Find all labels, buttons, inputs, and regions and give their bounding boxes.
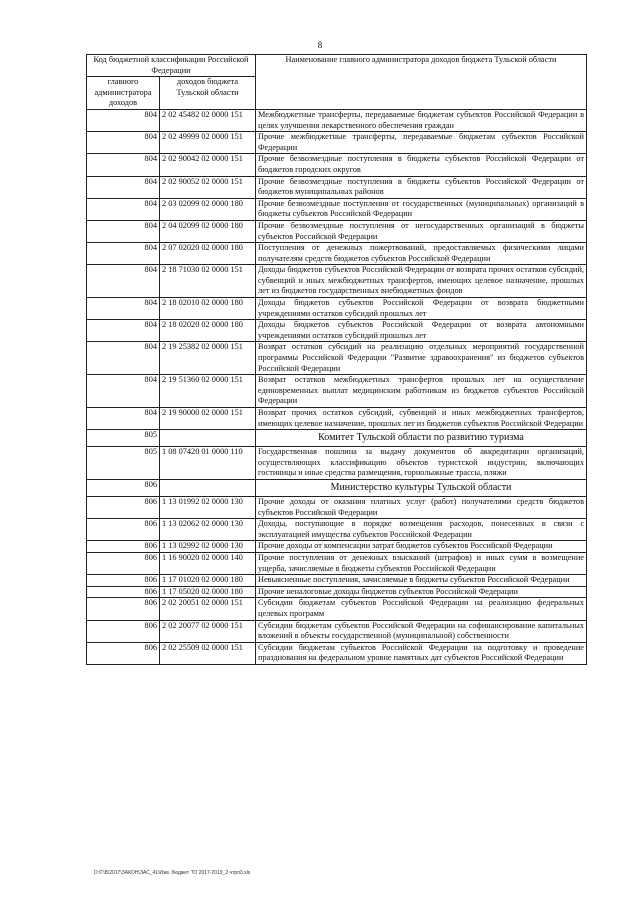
- income-code-cell: 2 19 90000 02 0000 151: [160, 408, 256, 430]
- income-code-cell: 1 08 07420 01 0000 110: [160, 447, 256, 480]
- table-row: [87, 320, 587, 342]
- section-row: [87, 430, 587, 447]
- name-cell: Субсидии бюджетам субъектов Российской Федерации на реализацию федеральных целевых программ: [256, 598, 587, 620]
- name-cell: Прочие доходы от компенсации затрат бюджетов субъектов Российской Федерации: [256, 541, 587, 553]
- section-title-cell: Министерство культуры Тульской области: [256, 479, 587, 496]
- admin-code-cell: 805: [87, 447, 160, 480]
- table-row: [87, 198, 587, 220]
- income-code-cell: 2 02 20051 02 0000 151: [160, 598, 256, 620]
- admin-code-cell: 806: [87, 620, 160, 642]
- section-title-cell: Комитет Тульской области по развитию туризма: [256, 430, 587, 447]
- admin-code-cell: 805: [87, 430, 160, 447]
- income-code-cell: 2 02 49999 02 0000 151: [160, 132, 256, 154]
- name-cell: Поступления от денежных пожертвований, предоставляемых физическими лицами получателям средств бюджетов субъектов Российской Федерации: [256, 243, 587, 265]
- name-cell: Прочие поступления от денежных взысканий (штрафов) и иных сумм в возмещение ущерба, зачисляемые в бюджеты субъектов Российской Федерации: [256, 552, 587, 574]
- income-code-cell: 2 03 02099 02 0000 180: [160, 198, 256, 220]
- admin-code-cell: 804: [87, 265, 160, 298]
- name-cell: Прочие безвозмездные поступления в бюджеты субъектов Российской Федерации от бюджетов городских округов: [256, 154, 587, 176]
- admin-code-cell: 804: [87, 243, 160, 265]
- income-code-cell: [160, 430, 256, 447]
- name-cell: Прочие доходы от оказания платных услуг (работ) получателями средств бюджетов субъектов Российской Федерации: [256, 496, 587, 518]
- header-income-code: доходов бюджета Тульской области: [160, 77, 256, 110]
- table-row: [87, 541, 587, 553]
- admin-code-cell: 806: [87, 575, 160, 587]
- income-code-cell: 2 02 45482 02 0000 151: [160, 109, 256, 131]
- table-row: [87, 243, 587, 265]
- table-row: [87, 154, 587, 176]
- admin-code-cell: 806: [87, 642, 160, 664]
- page-number: 8: [317, 40, 323, 50]
- income-code-cell: 2 18 02020 02 0000 180: [160, 320, 256, 342]
- name-cell: Субсидии бюджетам субъектов Российской Федерации на подготовку и проведение празднования на федеральном уровне памятных дат субъектов Российской Федерации: [256, 642, 587, 664]
- income-code-cell: 1 13 02992 02 0000 130: [160, 541, 256, 553]
- file-path-footer: D:\Г\В\2017\ЗАКОН\ЗАС_41\Изм. бюджет ТО 2017-2019_2 чтрп3.xls: [94, 870, 251, 876]
- name-cell: Прочие неналоговые доходы бюджетов субъектов Российской Федерации: [256, 586, 587, 598]
- name-cell: Возврат остатков субсидий на реализацию отдельных мероприятий государственной программы Российской Федерации "Развитие здравоохранения" из бюджетов субъектов Российской Федерации: [256, 342, 587, 375]
- name-cell: Прочие межбюджетные трансферты, передаваемые бюджетам субъектов Российской Федерации: [256, 132, 587, 154]
- header-admin-code: главного администратора доходов: [87, 77, 160, 110]
- budget-classification-table: [86, 54, 587, 665]
- table-row: [87, 642, 587, 664]
- income-code-cell: 2 18 71030 02 0000 151: [160, 265, 256, 298]
- income-code-cell: 2 02 20077 02 0000 151: [160, 620, 256, 642]
- income-code-cell: 1 13 02062 02 0000 130: [160, 519, 256, 541]
- name-cell: Межбюджетные трансферты, передаваемые бюджетам субъектов Российской Федерации в целях улучшения лекарственного обеспечения граждан: [256, 109, 587, 131]
- income-code-cell: 1 17 01020 02 0000 180: [160, 575, 256, 587]
- table-row: [87, 519, 587, 541]
- income-code-cell: 1 17 05020 02 0000 180: [160, 586, 256, 598]
- table-row: [87, 620, 587, 642]
- table-row: [87, 375, 587, 408]
- admin-code-cell: 804: [87, 375, 160, 408]
- table-row: [87, 342, 587, 375]
- admin-code-cell: 804: [87, 408, 160, 430]
- admin-code-cell: 804: [87, 176, 160, 198]
- income-code-cell: 2 02 90042 02 0000 151: [160, 154, 256, 176]
- table-row: [87, 496, 587, 518]
- table-row: [87, 447, 587, 480]
- income-code-cell: 2 02 25509 02 0000 151: [160, 642, 256, 664]
- name-cell: Возврат прочих остатков субсидий, субвенций и иных межбюджетных трансфертов, имеющих целевое назначение, прошлых лет из бюджетов субъектов Российской Федерации: [256, 408, 587, 430]
- section-row: [87, 479, 587, 496]
- admin-code-cell: 806: [87, 552, 160, 574]
- name-cell: Прочие безвозмездные поступления от негосударственных организаций в бюджеты субъектов Российской Федерации: [256, 220, 587, 242]
- income-code-cell: 1 16 90020 02 0000 140: [160, 552, 256, 574]
- income-code-cell: 2 19 51360 02 0000 151: [160, 375, 256, 408]
- table-row: [87, 132, 587, 154]
- name-cell: Доходы бюджетов субъектов Российской Федерации от возврата прочих остатков субсидий, субвенций и иных межбюджетных трансфертов, имеющих целевое назначение, прошлых лет из бюджетов государственных внебюджетных фондов: [256, 265, 587, 298]
- admin-code-cell: 806: [87, 479, 160, 496]
- table-row: [87, 176, 587, 198]
- table-row: [87, 586, 587, 598]
- income-code-cell: 1 13 01992 02 0000 130: [160, 496, 256, 518]
- table-row: [87, 552, 587, 574]
- admin-code-cell: 804: [87, 220, 160, 242]
- table-row: [87, 265, 587, 298]
- admin-code-cell: 804: [87, 320, 160, 342]
- table-row: [87, 298, 587, 320]
- admin-code-cell: 804: [87, 342, 160, 375]
- name-cell: Государственная пошлина за выдачу документов об аккредитации организаций, осуществляющих классификацию объектов туристской индустрии, включающих гостиницы и иные средства размещения, горнолыжные трассы, пляжи: [256, 447, 587, 480]
- name-cell: Невыясненные поступления, зачисляемые в бюджеты субъектов Российской Федерации: [256, 575, 587, 587]
- name-cell: Доходы, поступающие в порядке возмещения расходов, понесенных в связи с эксплуатацией имущества субъектов Российской Федерации: [256, 519, 587, 541]
- income-code-cell: 2 07 02020 02 0000 180: [160, 243, 256, 265]
- table-row: [87, 598, 587, 620]
- admin-code-cell: 804: [87, 154, 160, 176]
- admin-code-cell: 806: [87, 519, 160, 541]
- income-code-cell: 2 18 02010 02 0000 180: [160, 298, 256, 320]
- name-cell: Субсидии бюджетам субъектов Российской Федерации на софинансирование капитальных вложений в объекты государственной (муниципальной) собственности: [256, 620, 587, 642]
- income-code-cell: 2 02 90052 02 0000 151: [160, 176, 256, 198]
- admin-code-cell: 806: [87, 598, 160, 620]
- admin-code-cell: 804: [87, 298, 160, 320]
- admin-code-cell: 804: [87, 109, 160, 131]
- table-row: [87, 220, 587, 242]
- name-cell: Доходы бюджетов субъектов Российской Федерации от возврата автономными учреждениями остатков субсидий прошлых лет: [256, 320, 587, 342]
- name-cell: Прочие безвозмездные поступления от государственных (муниципальных) организаций в бюджеты субъектов Российской Федерации: [256, 198, 587, 220]
- name-cell: Возврат остатков межбюджетных трансфертов прошлых лет на осуществление единовременных выплат медицинским работникам из бюджетов субъектов Российской Федерации: [256, 375, 587, 408]
- table-row: [87, 109, 587, 131]
- name-cell: Доходы бюджетов субъектов Российской Федерации от возврата бюджетными учреждениями остатков субсидий прошлых лет: [256, 298, 587, 320]
- income-code-cell: [160, 479, 256, 496]
- income-code-cell: 2 19 25382 02 0000 151: [160, 342, 256, 375]
- admin-code-cell: 806: [87, 541, 160, 553]
- admin-code-cell: 804: [87, 198, 160, 220]
- table-row: [87, 408, 587, 430]
- admin-code-cell: 806: [87, 496, 160, 518]
- admin-code-cell: 804: [87, 132, 160, 154]
- name-cell: Прочие безвозмездные поступления в бюджеты субъектов Российской Федерации от бюджетов муниципальных районов: [256, 176, 587, 198]
- header-name: Наименование главного администратора доходов бюджета Тульской области: [256, 55, 587, 110]
- income-code-cell: 2 04 02099 02 0000 180: [160, 220, 256, 242]
- table-row: [87, 575, 587, 587]
- admin-code-cell: 806: [87, 586, 160, 598]
- header-code-group: Код бюджетной классификации Российской Федерации: [87, 55, 256, 77]
